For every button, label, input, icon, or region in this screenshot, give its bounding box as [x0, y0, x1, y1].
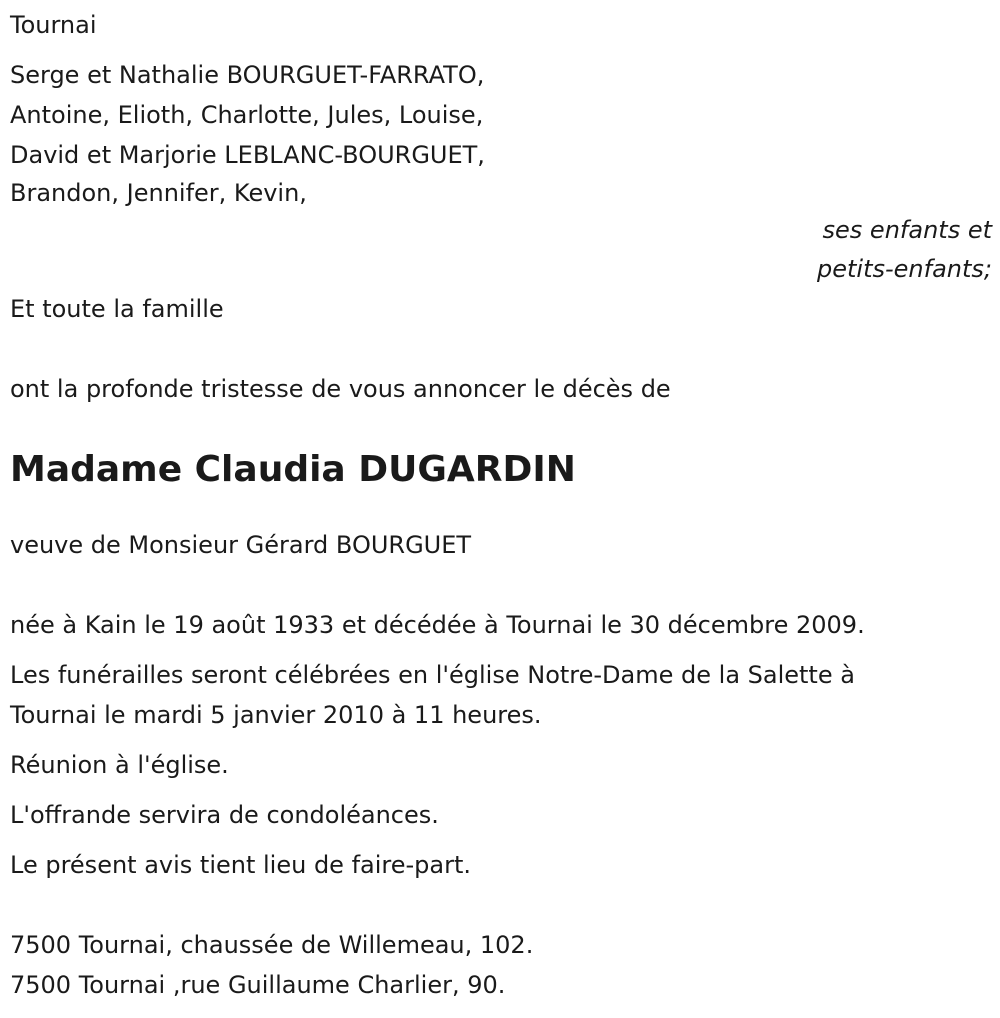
offering: L'offrande servira de condoléances. [10, 801, 439, 829]
family-line: Antoine, Elioth, Charlotte, Jules, Louise, [10, 101, 484, 129]
notice-statement: Le présent avis tient lieu de faire-part. [10, 851, 472, 879]
extended-family: Et toute la famille [10, 295, 224, 323]
relation-line: ses enfants et [822, 216, 992, 244]
location: Tournai [10, 11, 97, 39]
birth-death: née à Kain le 19 août 1933 et décédée à Tournai le 30 décembre 2009. [10, 611, 865, 639]
funeral-details [10, 655, 992, 735]
funeral-line: Les funérailles seront célébrées en l'église Notre-Dame de la Salette à [10, 661, 855, 689]
death-notice [10, 5, 992, 1005]
address-line: 7500 Tournai, chaussée de Willemeau, 102. [10, 931, 534, 959]
funeral-line: Tournai le mardi 5 janvier 2010 à 11 heures. [10, 701, 542, 729]
address-line: 7500 Tournai ,rue Guillaume Charlier, 90. [10, 971, 506, 999]
addresses [10, 925, 992, 1005]
family-line: Brandon, Jennifer, Kevin, [10, 179, 307, 207]
family-list [10, 55, 992, 211]
deceased-name: Madame Claudia DUGARDIN [10, 449, 576, 490]
family-line: Serge et Nathalie BOURGUET-FARRATO, [10, 61, 485, 89]
family-line: David et Marjorie LEBLANC-BOURGUET, [10, 141, 485, 169]
relation-line: petits-enfants; [817, 255, 992, 283]
announcement: ont la profonde tristesse de vous annoncer le décès de [10, 375, 671, 403]
widow-of: veuve de Monsieur Gérard BOURGUET [10, 531, 472, 559]
gathering: Réunion à l'église. [10, 751, 229, 779]
relation-note [10, 211, 992, 289]
